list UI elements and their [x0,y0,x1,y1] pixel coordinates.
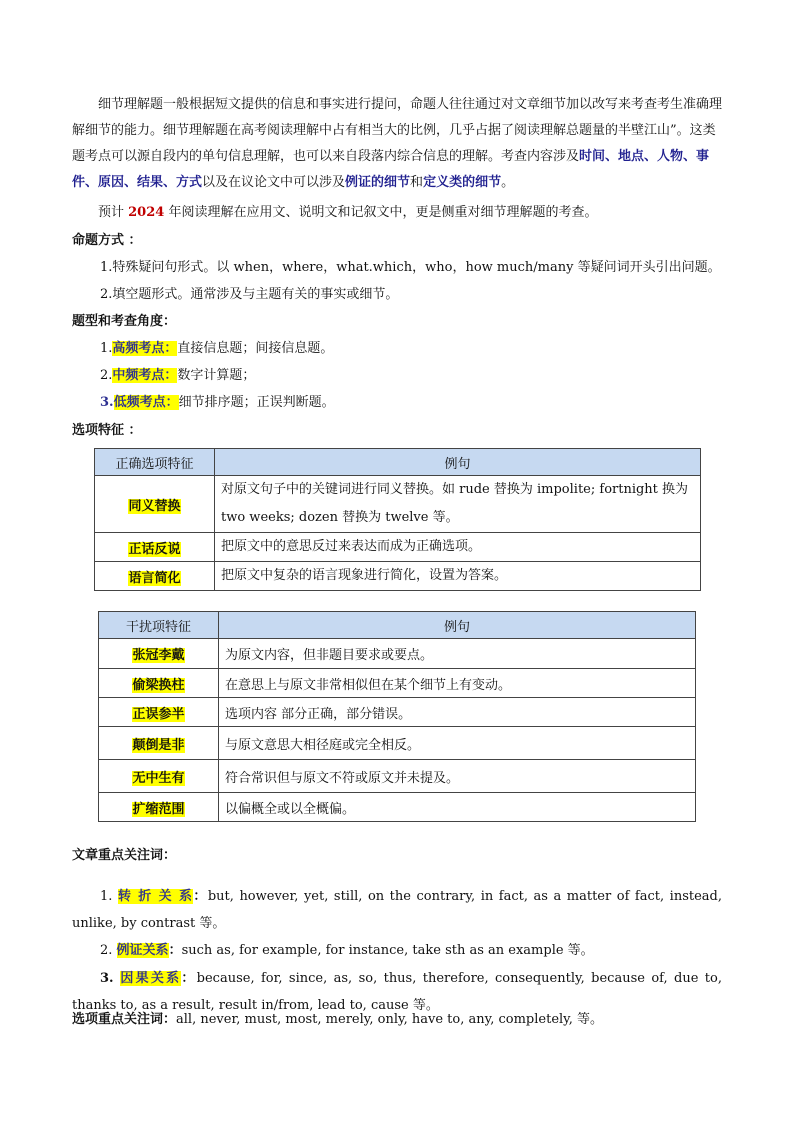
option-keywords-heading: 选项重点关注词： [72,1012,177,1027]
table-cell-value: 为原文内容，但非题目要求或要点。 [219,639,696,669]
intro-text-3: 和 [410,175,424,190]
forecast-paragraph [72,200,722,226]
keyword-item-1 [72,883,722,937]
keyword-item-3-colon: ： [181,971,197,986]
feature-label: 颠倒是非 [132,737,185,753]
table-header-example: 例句 [219,612,696,639]
table-cell-key [95,562,215,591]
types-item-3-text: 细节排序题；正误判断题。 [178,395,335,410]
keyword-item-3-number: 3. [100,971,121,986]
keyword-item-2-number: 2. [100,943,117,958]
feature-label: 语言简化 [128,570,181,586]
method-item-2: 2.填空题形式。通常涉及与主题有关的事实或细节。 [100,287,399,302]
table-cell-key [99,760,219,793]
table-header-example: 例句 [215,449,701,476]
table-cell-key [99,727,219,760]
table-cell-value: 在意思上与原文非常相似但在某个细节上有变动。 [219,669,696,698]
feature-label: 扩缩范围 [132,801,185,817]
types-item-3-number: 3. [100,395,114,410]
keyword-item-2-text: such as, for example, for instance, take sth as an example 等。 [181,943,594,958]
method-heading: 命题方式 ： [72,233,142,248]
feature-label: 同义替换 [128,498,181,514]
types-item-1-text: 直接信息题；间接信息题。 [177,341,334,356]
forecast-text: 预计 [98,205,129,220]
intro-highlight-example: 例证的细节 [345,175,411,190]
keyword-item-3-key: 因果关系 [120,971,182,986]
table-row [99,669,696,698]
table-header-row [95,449,701,476]
correct-option-table [94,448,701,591]
table-row [95,533,701,562]
intro-text-4: 。 [501,175,515,190]
option-keywords-text: all, never, must, most, merely, only, have to, any, completely, 等。 [176,1012,604,1027]
feature-label: 张冠李戴 [132,648,185,663]
table-header-feature: 干扰项特征 [99,612,219,639]
table-row [99,639,696,669]
keywords-heading: 文章重点关注词： [72,848,177,863]
keyword-item-1-colon: ： [193,889,208,904]
feature-label: 偷梁换柱 [132,677,185,693]
intro-paragraph [72,92,722,196]
method-item-1: 1.特殊疑问句形式。以 when，where，what.which，who，how much/many 等疑问词开头引出问题。 [100,260,721,275]
feature-label: 正话反说 [128,541,181,557]
table-row [95,476,701,533]
keyword-item-3-text: because, for, since, as, so, thus, therefore, consequently, because of, due to, thanks to, as a result, result in/from, lead to, cause 等。 [72,971,722,1013]
option-keywords [72,1010,603,1030]
keyword-item-1-number: 1. [100,889,118,904]
table-cell-value: 把原文中的意思反过来表达而成为正确选项。 [215,533,701,562]
table-cell-key [99,698,219,727]
table-cell-value: 选项内容 部分正确，部分错误。 [219,698,696,727]
table-cell-value: 符合常识但与原文不符或原文并未提及。 [219,760,696,793]
options-heading: 选项特征 ： [72,423,142,438]
keyword-item-2-key: 例证关系 [116,943,169,958]
forecast-year: 2024 [128,205,165,220]
table-row [99,793,696,822]
table-cell-value: 以偏概全或以全概偏。 [219,793,696,822]
types-item-3 [100,393,335,413]
types-item-1-number: 1. [100,341,113,356]
forecast-text-2: 年阅读理解在应用文、说明文和记叙文中，更是侧重对细节理解题的考查。 [164,205,598,220]
table-cell-value: 对原文句子中的关键词进行同义替换。如 rude 替换为 impolite; fortnight 换为 two weeks; dozen 替换为 twelve 等。 [215,476,701,533]
table-cell-key [95,533,215,562]
table-cell-key [99,793,219,822]
keyword-item-1-text: but, however, yet, still, on the contrary, in fact, as a matter of fact, instead, unlike, by contrast 等。 [72,889,722,931]
table-row [99,727,696,760]
types-item-3-key: 低频考点： [113,395,179,410]
table-cell-key [95,476,215,533]
intro-text: 细节理解题一般根据短文提供的信息和事实进行提问，命题人往往通过对文章细节加以改写来考查考生准确理解细节的能力。细节理解题在高考阅读理解中占有相当大的比例，几乎占据了阅读理解总题量的半壁江山”。这类题考点可以源自段内的单句信息理解，也可以来自段落内综合信息的理解。考查内容涉及 [72,97,723,164]
types-item-2-number: 2. [100,368,113,383]
table-cell-value: 把原文中复杂的语言现象进行简化，设置为答案。 [215,562,701,591]
types-item-2 [100,366,255,386]
table-header-row [99,612,696,639]
feature-label: 正误参半 [132,706,185,722]
feature-label: 无中生有 [132,770,185,786]
table-row [95,562,701,591]
keyword-item-2 [72,937,722,964]
types-heading: 题型和考查角度： [72,314,177,329]
table-cell-value: 与原文意思大相径庭或完全相反。 [219,727,696,760]
table-cell-key [99,639,219,669]
table-cell-key [99,669,219,698]
intro-highlight-definition: 定义类的细节 [423,175,502,190]
keyword-item-2-colon: ： [168,943,182,958]
types-item-2-text: 数字计算题； [177,368,256,383]
intro-highlight-elements: 时间、地点、人物、事件、原因、结果、方式 [72,149,710,190]
distractor-table [98,611,696,822]
intro-text-2: 以及在议论文中可以涉及 [202,175,346,190]
types-item-2-key: 中频考点： [112,368,178,383]
keyword-item-1-key: 转 折 关 系 [117,889,194,904]
table-row [99,760,696,793]
types-item-1-key: 高频考点： [112,341,178,356]
table-header-feature: 正确选项特征 [95,449,215,476]
table-row [99,698,696,727]
types-item-1 [100,339,333,359]
